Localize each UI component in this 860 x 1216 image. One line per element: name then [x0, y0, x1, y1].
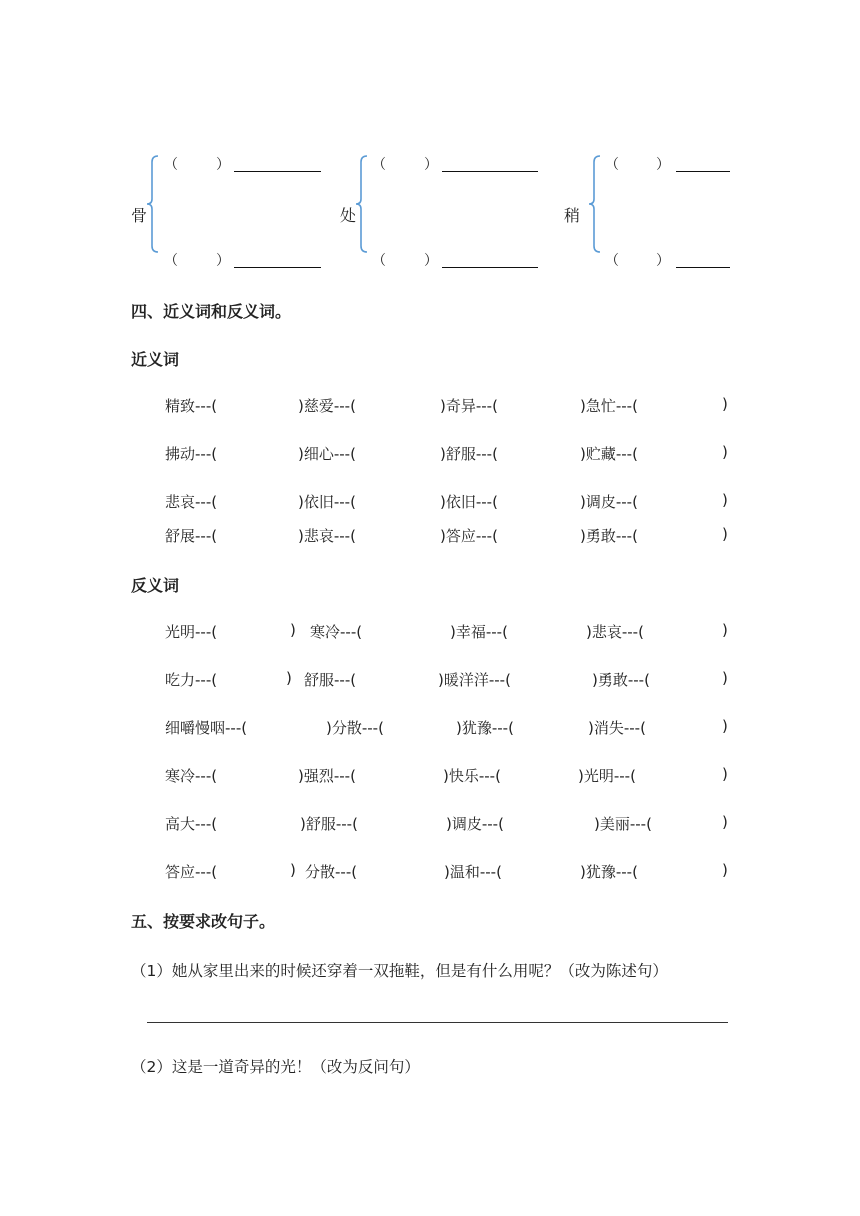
synonym-cell: 拂动---(	[165, 445, 218, 463]
answer-blank[interactable]	[442, 171, 538, 172]
synonym-cell: 悲哀---(	[165, 493, 218, 511]
antonym-cell: )幸福---(	[450, 623, 508, 641]
synonym-cell: )细心---(	[298, 445, 356, 463]
antonym-cell: )	[722, 669, 728, 687]
synonym-cell: 舒展---(	[165, 527, 218, 545]
question-1: （1）她从家里出来的时候还穿着一双拖鞋，但是有什么用呢？（改为陈述句）	[131, 962, 668, 980]
antonym-cell: )分散---(	[326, 719, 384, 737]
antonym-cell: 吃力---(	[165, 671, 218, 689]
antonym-cell: )调皮---(	[446, 815, 504, 833]
antonym-cell: )美丽---(	[594, 815, 652, 833]
section-5-title: 五、按要求改句子。	[131, 912, 276, 931]
paren-close: ）	[216, 253, 230, 269]
antonym-cell: )舒服---(	[300, 815, 358, 833]
antonym-cell: )	[286, 669, 292, 687]
antonym-cell: )光明---(	[578, 767, 636, 785]
paren-open: （	[164, 157, 178, 173]
synonym-cell: )舒服---(	[440, 445, 498, 463]
antonym-cell: 寒冷---(	[165, 767, 218, 785]
synonym-cell: )悲哀---(	[298, 527, 356, 545]
synonym-cell: )急忙---(	[580, 397, 638, 415]
answer-blank[interactable]	[676, 171, 730, 172]
paren-close: ）	[656, 253, 670, 269]
paren-close: ）	[424, 157, 438, 173]
polyphone-char: 稍	[564, 206, 581, 225]
polyphone-char: 处	[340, 206, 357, 225]
synonym-cell: )	[722, 395, 728, 413]
synonym-cell: )调皮---(	[580, 493, 638, 511]
antonym-cell: )	[290, 861, 296, 879]
question-2: （2）这是一道奇异的光！（改为反问句）	[131, 1058, 420, 1076]
paren-open: （	[605, 157, 619, 173]
synonym-cell: )奇异---(	[440, 397, 498, 415]
synonym-cell: )依旧---(	[440, 493, 498, 511]
answer-blank[interactable]	[442, 267, 538, 268]
antonym-cell: )犹豫---(	[456, 719, 514, 737]
synonym-cell: )贮藏---(	[580, 445, 638, 463]
antonym-cell: )犹豫---(	[580, 863, 638, 881]
antonym-cell: )悲哀---(	[586, 623, 644, 641]
polyphone-char: 骨	[131, 206, 148, 225]
brace-icon	[588, 152, 604, 256]
paren-open: （	[605, 253, 619, 269]
synonym-cell: )慈爱---(	[298, 397, 356, 415]
antonym-cell: )	[722, 813, 728, 831]
antonym-cell: )	[722, 621, 728, 639]
antonym-cell: 舒服---(	[304, 671, 357, 689]
synonym-cell: 精致---(	[165, 397, 218, 415]
antonym-cell: )暖洋洋---(	[438, 671, 511, 689]
antonym-cell: )强烈---(	[298, 767, 356, 785]
antonym-cell: )	[722, 717, 728, 735]
answer-line[interactable]	[147, 1022, 728, 1023]
antonym-cell: 分散---(	[305, 863, 358, 881]
answer-blank[interactable]	[234, 171, 321, 172]
antonym-cell: 答应---(	[165, 863, 218, 881]
synonym-cell: )	[722, 525, 728, 543]
antonym-cell: )	[722, 765, 728, 783]
answer-blank[interactable]	[676, 267, 730, 268]
antonym-cell: )温和---(	[444, 863, 502, 881]
antonym-cell: )	[290, 621, 296, 639]
antonym-cell: )勇敢---(	[592, 671, 650, 689]
paren-open: （	[372, 253, 386, 269]
antonym-cell: 高大---(	[165, 815, 218, 833]
synonym-cell: )	[722, 443, 728, 461]
antonym-cell: 光明---(	[165, 623, 218, 641]
antonym-cell: )	[722, 861, 728, 879]
antonym-cell: )消失---(	[588, 719, 646, 737]
paren-close: ）	[656, 157, 670, 173]
paren-open: （	[372, 157, 386, 173]
paren-close: ）	[424, 253, 438, 269]
paren-close: ）	[216, 157, 230, 173]
synonym-cell: )	[722, 491, 728, 509]
synonyms-label: 近义词	[131, 350, 180, 369]
brace-icon	[146, 152, 162, 256]
synonym-cell: )答应---(	[440, 527, 498, 545]
antonym-cell: 寒冷---(	[310, 623, 363, 641]
antonyms-label: 反义词	[131, 576, 180, 595]
synonym-cell: )勇敢---(	[580, 527, 638, 545]
synonym-cell: )依旧---(	[298, 493, 356, 511]
antonym-cell: )快乐---(	[443, 767, 501, 785]
antonym-cell: 细嚼慢咽---(	[165, 719, 248, 737]
paren-open: （	[164, 253, 178, 269]
section-4-title: 四、近义词和反义词。	[131, 302, 292, 321]
brace-icon	[355, 152, 371, 256]
answer-blank[interactable]	[234, 267, 321, 268]
